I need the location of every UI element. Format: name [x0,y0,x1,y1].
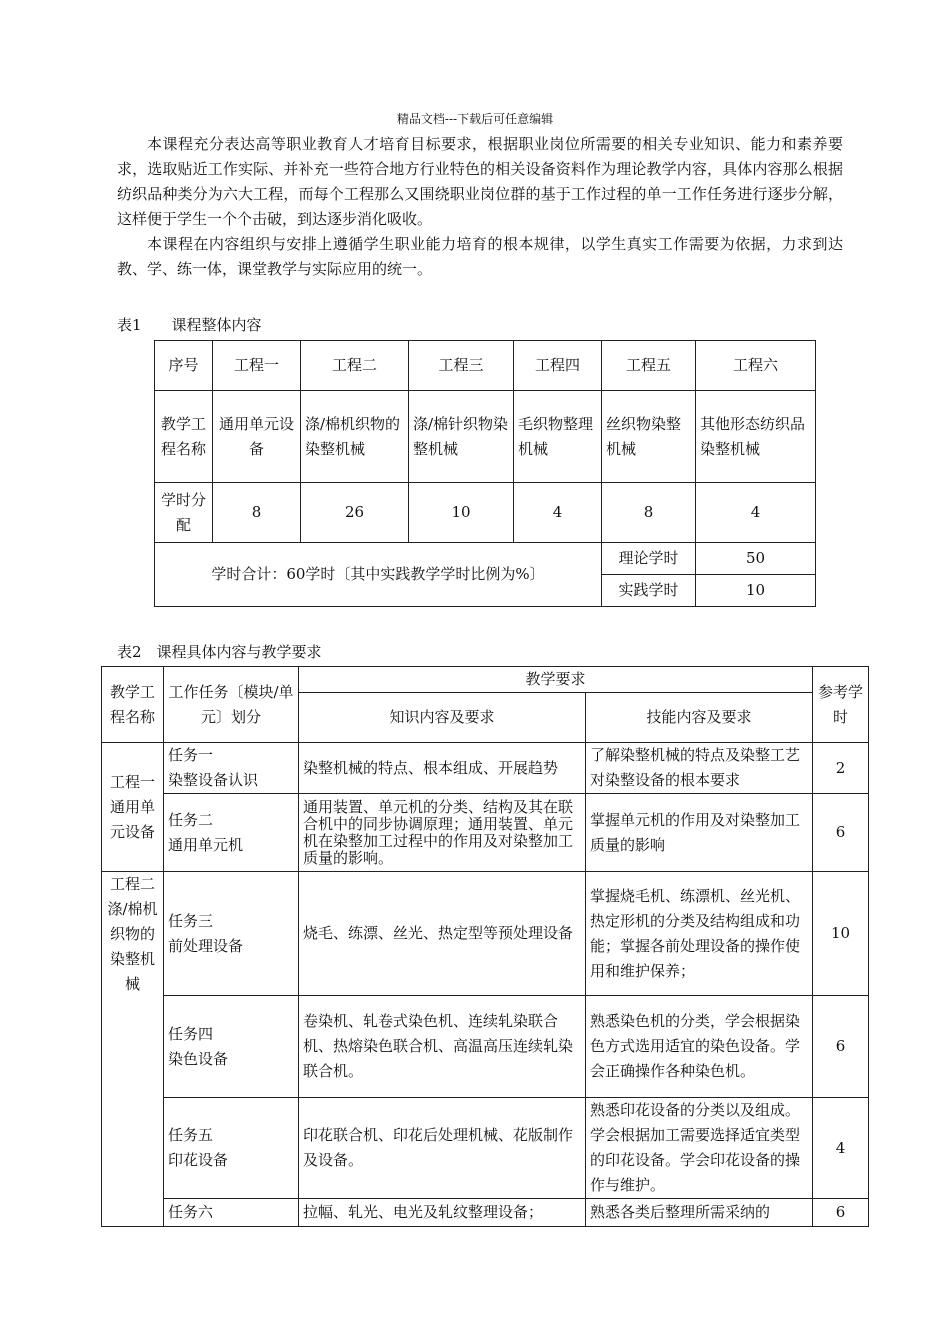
table-row [102,996,869,1098]
table-row [102,794,869,872]
header-reference-hours: 参考学时 [813,667,869,743]
knowledge-cell: 印花联合机、印花后处理机械、花版制作及设备。 [299,1098,586,1199]
project-name-2: 涤/棉机织物的染整机械 [301,391,409,483]
task-number: 任务五 [168,1126,214,1144]
page-header: 精品文档---下载后可任意编辑 [396,112,554,126]
hours-cell: 10 [813,872,869,996]
header-task: 工作任务〔模块/单元〕划分 [164,667,299,743]
task-cell [164,872,299,996]
header-project-2: 工程二 [301,341,409,391]
header-project-6: 工程六 [696,341,816,391]
skill-cell: 掌握烧毛机、练漂机、丝光机、热定形机的分类及结构组成和功能；掌握各前处理设备的操作使用和维护保养； [586,872,813,996]
hours-label: 学时分配 [155,483,213,543]
project-hours-1: 8 [213,483,301,543]
knowledge-cell: 卷染机、轧卷式染色机、连续轧染联合机、热熔染色联合机、高温高压连续轧染联合机。 [299,996,586,1098]
table1-hours-row [155,483,816,543]
header-project-1: 工程一 [213,341,301,391]
project-hours-6: 4 [696,483,816,543]
project-group-2: 工程二涤/棉机织物的染整机械 [102,872,164,1227]
header-index: 序号 [155,341,213,391]
header-teaching-requirements: 教学要求 [299,667,813,693]
project-group-1: 工程一通用单元设备 [102,743,164,872]
table1-caption: 表1 课程整体内容 [117,316,262,334]
project-name-6: 其他形态纺织品染整机械 [696,391,816,483]
project-name-1: 通用单元设备 [213,391,301,483]
task-number: 任务四 [168,1024,214,1043]
intro-paragraph-1: 本课程充分表达高等职业教育人才培育目标要求，根据职业岗位所需要的相关专业知识、能力和素养要求，选取贴近工作实际、并补充一些符合地方行业特色的相关设备资料作为理论教学内容，具体内容那么根据纺织品种类分为六大工程，而每个工程那么又围绕职业岗位群的基于工作过程的单一工作任务进行逐步分解，这样便于学生一个个击破，到达逐步消化吸收。 [117,135,843,228]
task-name: 通用单元机 [168,835,244,854]
task-number: 任务六 [168,1203,214,1221]
table-row [102,1199,869,1227]
header-project-5: 工程五 [602,341,696,391]
header-knowledge: 知识内容及要求 [299,693,586,743]
header-project-name: 教学工程名称 [102,667,164,743]
table-row [102,872,869,996]
table-row [102,1098,869,1199]
skill-cell: 了解染整机械的特点及染整工艺对染整设备的根本要求 [586,743,813,794]
header-project-4: 工程四 [514,341,602,391]
task-cell [164,743,299,794]
hours-cell: 6 [813,794,869,872]
hours-cell: 2 [813,743,869,794]
skill-cell: 熟悉各类后整理所需采纳的 [586,1199,813,1227]
course-detail-table [101,666,869,1227]
project-hours-4: 4 [514,483,602,543]
table2-header-row-1 [102,667,869,693]
skill-cell: 熟悉印花设备的分类以及组成。学会根据加工需要选择适宜类型的印花设备。学会印花设备的操作与维护。 [586,1098,813,1199]
task-name: 前处理设备 [168,936,244,955]
table-row [102,743,869,794]
total-hours: 学时合计：60学时〔其中实践教学学时比例为%〕 [155,543,602,607]
task-cell [164,794,299,872]
name-label: 教学工程名称 [155,391,213,483]
project-name-5: 丝织物染整机械 [602,391,696,483]
practice-hours-value: 10 [696,575,816,607]
task-name: 印花设备 [168,1151,229,1169]
project-name-3: 涤/棉针织物染整机械 [409,391,514,483]
knowledge-cell: 通用装置、单元机的分类、结构及其在联合机中的同步协调原理；通用装置、单元机在染整加工过程中的作用及对染整加工质量的影响。 [299,794,586,872]
knowledge-cell: 染整机械的特点、根本组成、开展趋势 [299,743,586,794]
theory-hours-value: 50 [696,543,816,575]
table2-caption: 表2 课程具体内容与教学要求 [117,643,322,661]
table1-header-row [155,341,816,391]
table1-theory-row [155,543,816,575]
project-name-4: 毛织物整理机械 [514,391,602,483]
hours-cell: 6 [813,996,869,1098]
header-skill: 技能内容及要求 [586,693,813,743]
project-hours-3: 10 [409,483,514,543]
skill-cell: 熟悉染色机的分类，学会根据染色方式选用适宜的染色设备。学会正确操作各种染色机。 [586,996,813,1098]
intro-paragraph-2: 本课程在内容组织与安排上遵循学生职业能力培育的根本规律，以学生真实工作需要为依据，力求到达教、学、练一体，课堂教学与实际应用的统一。 [117,235,843,278]
course-overview-table [154,340,816,607]
knowledge-cell: 烧毛、练漂、丝光、热定型等预处理设备 [299,872,586,996]
project-hours-5: 8 [602,483,696,543]
task-name: 染整设备认识 [168,771,259,789]
table1-names-row [155,391,816,483]
task-number: 任务二 [168,810,214,829]
theory-hours-label: 理论学时 [602,543,696,575]
project-hours-2: 26 [301,483,409,543]
task-cell [164,996,299,1098]
knowledge-cell: 拉幅、轧光、电光及轧纹整理设备； [299,1199,586,1227]
header-project-3: 工程三 [409,341,514,391]
hours-cell: 4 [813,1098,869,1199]
task-number: 任务三 [168,911,214,930]
hours-cell: 6 [813,1199,869,1227]
task-cell [164,1098,299,1199]
skill-cell: 掌握单元机的作用及对染整加工质量的影响 [586,794,813,872]
task-number: 任务一 [168,746,214,764]
task-name: 染色设备 [168,1049,229,1068]
practice-hours-label: 实践学时 [602,575,696,607]
task-cell [164,1199,299,1227]
